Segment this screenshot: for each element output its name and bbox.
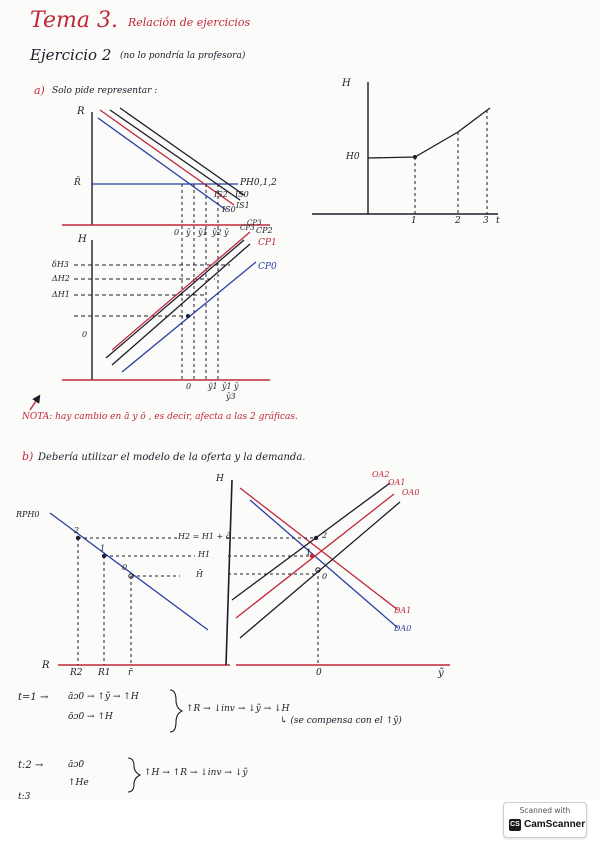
side-x-tick-2: 2 [455,216,461,226]
side-graph [312,82,498,214]
top-x-tick-2: ȳ1 [198,228,208,237]
oa1-label: OA1 [388,478,406,487]
cp1-line [112,232,250,350]
right-point-0-label: 0 [322,572,328,581]
r-axis-label: R [42,660,50,671]
h-label-2: ΔH2 [52,274,70,283]
is0-label: IS0 [222,205,236,214]
part-b-right-graph [226,483,400,665]
is3-label: IS0 [235,190,249,199]
r-bar-label: R̄ [74,178,81,188]
cp0-label: CP0 [258,262,277,272]
exercise-title: Ejercicio 2 [30,46,112,64]
is0-curve [98,118,226,210]
part-a-note: NOTA: hay cambio en ā y ō , es decir, afecta a las 2 gráficas. [22,412,298,422]
bottom-x-tick-2: ȳ1 [222,382,232,391]
scanned-with-text: Scanned with [519,806,571,815]
t2-label: t:2 → [18,760,44,771]
t1-line1: āɔ0 → ↑ỹ → ↑H [68,692,139,702]
h-label-0: 0 [82,330,88,339]
note-arrow [30,398,38,410]
h-path-line [368,108,490,158]
t1-result: ↑R → ↓inv → ↓ỹ → ↓H [186,704,290,714]
side-h0-label: H0 [346,152,360,162]
cp3-top-label: CP3 [240,224,255,232]
equilibrium-point [186,314,190,318]
bottom-x-tick-3: ȳ [234,382,239,391]
side-y-axis-label: H [342,78,351,89]
da1-label: DA1 [394,606,412,615]
right-point-1-label: 1 [306,548,312,557]
h-label-1: ΔH1 [52,290,70,299]
camscanner-badge [503,802,587,838]
side-x-tick-3: 3 [483,216,489,226]
t2-line2: ↑He [68,778,89,788]
exercise-note: (no lo pondría la profesora) [120,51,246,61]
center-h-axis [226,480,232,665]
cp3-line [112,244,250,365]
cp1-label: CP1 [258,238,277,248]
part-a-instruction: Solo pide representar : [52,86,158,96]
rph0-label: RPH0 [16,510,40,519]
bottom-y-axis-label: H [78,234,87,245]
is2-label: IS2 [214,190,228,199]
bottom-x-tick-1: ỹ1 [208,382,218,391]
left-point-1-label: 1 [100,544,106,553]
camscanner-logo-icon: CS [509,819,521,831]
da0-line [250,500,398,628]
camscanner-name: CamScanner [524,819,586,830]
is2-curve [110,110,240,200]
top-y-axis-label: R [77,106,85,117]
r1-tick: R1 [98,668,111,678]
brace-t2 [128,758,140,792]
is3-curve [120,108,244,195]
center-h-label: H [216,474,224,484]
h1-level-label: H1 [198,550,211,559]
cp3-label: CP3 [247,219,262,227]
t1-line2: ōɔ0 → ↑H [68,712,113,722]
r-bar-tick: r̄ [128,668,133,678]
top-x-tick-3: ȳ2 [212,228,222,237]
bottom-x-tick-0: 0 [186,382,192,391]
top-x-tick-0: 0 [174,228,180,237]
h-label-3: δH3 [52,260,69,269]
side-x-axis-label: t [496,216,500,226]
top-x-tick-4: ȳ [224,228,229,237]
left-point-0-label: 0 [122,563,128,572]
oa2-label: OA2 [372,470,390,479]
is1-label: IS1 [236,201,250,210]
h-cp-graph [62,232,270,380]
cp2-label: CP2 [256,226,273,235]
right-x-tick-0: 0 [316,668,322,678]
part-b-text: Debería utilizar el modelo de la oferta y la demanda. [38,452,306,463]
hbar-level-label: H̄ [196,570,203,579]
bottom-x-tick-4: ȳ3 [226,392,236,401]
right-point-2-label: 2 [322,531,328,540]
ph-label: PH0,1,2 [240,178,277,188]
t2-line1: āɔ0 [68,760,85,770]
part-b-label: b) [22,450,34,463]
t2-result: ↑H → ↑R → ↓inv → ↓ỹ [144,768,248,778]
t3-partial: t:3 [18,792,31,800]
r2-tick: R2 [70,668,83,678]
da1-line [240,488,398,610]
t1-label: t=1 → [18,692,49,703]
h2-level-label: H2 = H1 + ō [178,532,231,541]
da0-label: DA0 [394,624,412,633]
left-point-2-label: 2 [74,526,80,535]
t1-note: ↳ (se compensa con el ↑ỹ) [280,716,402,726]
brace-t1 [170,690,182,732]
camscanner-brand [509,819,585,831]
topic-title: Tema 3. [30,8,118,33]
side-x-tick-1: 1 [411,216,417,226]
top-x-tick-1: ȳ [186,228,191,237]
topic-subtitle: Relación de ejercicios [128,16,251,29]
part-a-label: a) [34,84,45,97]
oa0-label: OA0 [402,488,420,497]
right-x-axis-label: ỹ [438,668,444,679]
cp2-line [106,240,244,358]
